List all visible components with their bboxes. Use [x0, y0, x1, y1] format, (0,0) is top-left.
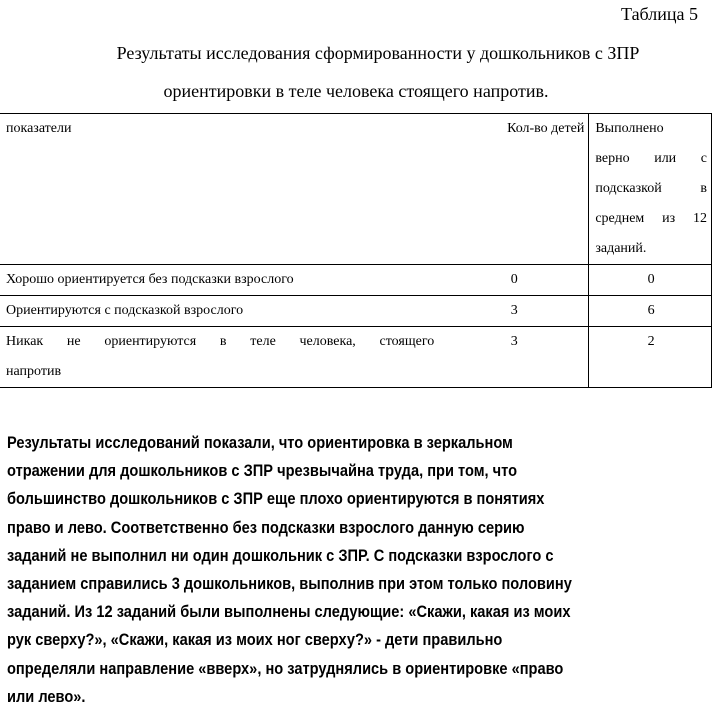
- table-caption-line-2: ориентировки в теле человека стоящего напротив.: [163, 81, 549, 101]
- table-caption-line-1: Результаты исследования сформированности у дошкольников с ЗПР: [116, 43, 640, 63]
- row-indicator: Ориентируются с подсказкой взрослого: [0, 296, 438, 327]
- header-completed: [589, 114, 712, 265]
- results-table: [0, 113, 712, 388]
- row-count: 3: [438, 327, 589, 388]
- row-count: 0: [438, 265, 589, 296]
- row-indicator-line: Никак не ориентируются в теле человека, стоящего: [6, 334, 435, 349]
- results-paragraph: [7, 429, 707, 711]
- row-completed: 6: [589, 296, 712, 327]
- header-completed-line: Выполнено: [595, 121, 664, 136]
- header-completed-line: верно или с: [595, 151, 707, 166]
- row-indicator: [0, 327, 438, 388]
- table-row: [0, 265, 712, 296]
- paragraph-line: заданий. Из 12 заданий были выполнены следующие: «Скажи, какая из моих: [7, 602, 571, 622]
- table-header-row: [0, 114, 712, 265]
- paragraph-line: право и лево. Соответственно без подсказки взрослого данную серию: [7, 517, 525, 537]
- header-children-count: Кол-во детей: [438, 114, 589, 265]
- header-completed-line: среднем из 12: [595, 211, 707, 226]
- row-completed: 0: [589, 265, 712, 296]
- paragraph-line: рук сверху?», «Скажи, какая из моих ног сверху?» - дети правильно: [7, 630, 503, 650]
- paragraph-line: отражении для дошкольников с ЗПР чрезвычайна труда, при том, что: [7, 461, 518, 481]
- row-indicator-line: напротив: [6, 364, 62, 379]
- row-indicator: Хорошо ориентируется без подсказки взрослого: [0, 265, 438, 296]
- paragraph-line: определяли направление «вверх», но затруднялись в ориентировке «право: [7, 658, 564, 678]
- table-number-label: Таблица 5: [621, 4, 698, 24]
- row-completed: 2: [589, 327, 712, 388]
- paragraph-line: заданий не выполнил ни один дошкольник с ЗПР. С подсказки взрослого с: [7, 545, 554, 565]
- paragraph-line: заданием справились 3 дошкольников, выполнив при этом только половину: [7, 574, 572, 594]
- table-row: [0, 327, 712, 388]
- row-count: 3: [438, 296, 589, 327]
- header-indicators: показатели: [0, 114, 438, 265]
- table-row: [0, 296, 712, 327]
- paragraph-line: или лево».: [7, 686, 86, 706]
- header-completed-line: заданий.: [595, 241, 647, 256]
- paragraph-line: большинство дошкольников с ЗПР еще плохо ориентируются в понятиях: [7, 489, 545, 509]
- paragraph-line: Результаты исследований показали, что ориентировка в зеркальном: [7, 433, 513, 452]
- header-completed-line: подсказкой в: [595, 181, 707, 196]
